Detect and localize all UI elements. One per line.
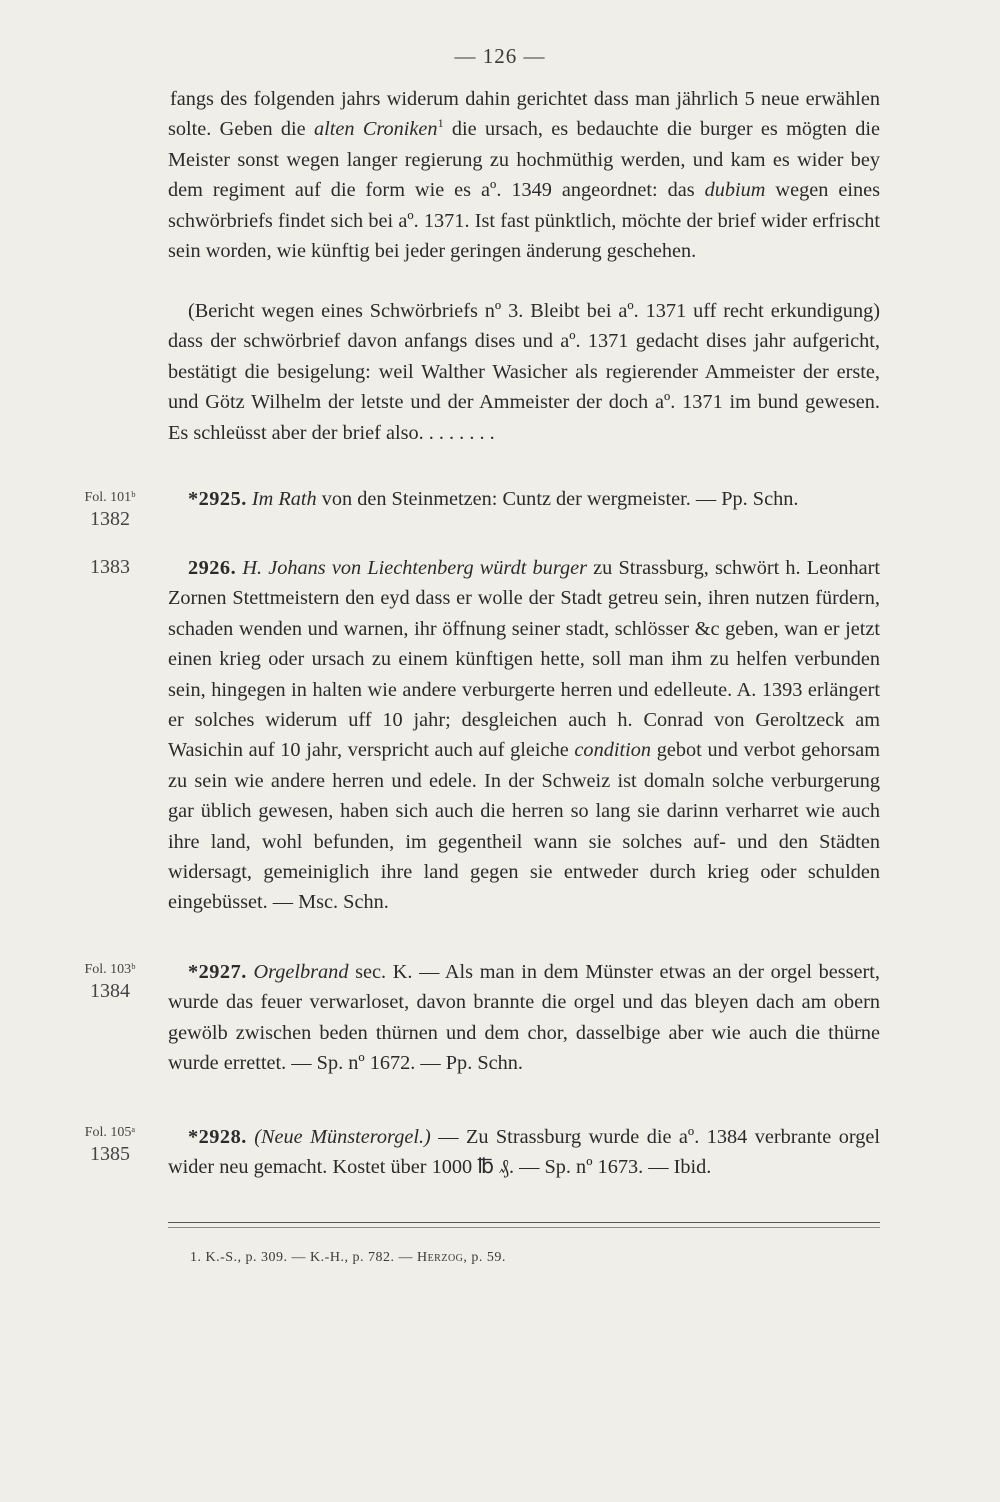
footnote-text-c: , p. 59. — [463, 1250, 506, 1265]
margin-year: 1385 — [90, 1143, 130, 1165]
margin-folio: Fol. 103ᵇ — [84, 962, 136, 977]
entry-2927 — [168, 957, 880, 1079]
entry-title: (Neue Münsterorgel.) — [254, 1126, 431, 1148]
paragraph-2 — [168, 296, 880, 448]
entry-2928 — [168, 1122, 880, 1183]
entry-text-a: zu Strassburg, schwört h. Leonhart Zornen Stettmeistern den eyd dass er wolle der Stadt getreu sein, ihren nutzen fürdern, schaden wenden und warnen, ihr öffnung seiner stadt, schlösser &c geben, wan er jetzt einen krieg oder ursach zu einem künftigen hette, soll man ihm zu helfen verbunden sein, hingegen in halten wie andere verburgerte herren und edelleute. A. 1393 erlängert er solches widerum uff 10 jahr; desgleichen auch h. Conrad von Geroltzeck am Wasichin auf 10 jahr, verspricht auch auf gleiche — [168, 557, 881, 762]
entry-text: — Zu Strassburg wurde die aº. 1384 verbrante orgel wider neu gemacht. Kostet über 1000 ℔ ₰. — Sp. nº 1673. — Ibid. — [168, 1126, 880, 1179]
entry-text-b: gebot und verbot gehorsam zu sein wie andere herren und edele. In der Schweiz ist domaln solche verburgerung gar üblich gewesen, haben sich auch die herren so lang sie darinn verharret wie auch ihre land, wohl befunden, im gegentheil wann sie solches auf- und den Städten widersagt, gemeiniglich ihre land gegen sie entweder durch krieg oder schulden eingebüsset. — Msc. Schn. — [168, 739, 880, 914]
margin-folio: Fol. 105ᵃ — [84, 1125, 136, 1140]
entry-number: *2928. — [188, 1126, 247, 1148]
entry-title: Im Rath — [251, 488, 317, 510]
footnote-rule-thin — [168, 1227, 880, 1228]
margin-note-2925 — [60, 490, 160, 531]
footnote-text-a: 1. K.-S., p. 309. — K.-H., p. 782. — — [190, 1250, 417, 1265]
entry-2926 — [168, 553, 880, 918]
entry-title: H. Johans von Liechtenberg würdt burger — [242, 557, 587, 579]
entry-emph-condition: condition — [574, 739, 652, 762]
footnote-author: Herzog — [416, 1250, 464, 1265]
para2-text: (Bericht wegen eines Schwörbriefs nº 3. Bleibt bei aº. 1371 uff recht erkundigung) dass der schwörbrief davon anfangs dises und aº. 1371 gedacht dises jahr aufgericht, bestätigt die besigelung: weil Walther Wasicher als regierender Ammeister der erste, und Götz Wilhelm der letste und der Ammeister der doch aº. 1371 im bund gewesen. Es schleüsst aber der brief also. . . . . . . . — [168, 300, 880, 444]
footnote — [190, 1250, 506, 1266]
entry-number: 2926. — [188, 557, 237, 579]
margin-folio: Fol. 101ᵇ — [84, 490, 136, 505]
entry-2925 — [168, 484, 880, 514]
entry-text: von den Steinmetzen: Cuntz der wergmeister. — Pp. Schn. — [316, 488, 799, 510]
footnote-rule — [168, 1222, 880, 1223]
para1-emph-alten-croniken: alten Croniken — [313, 118, 438, 141]
margin-note-2928 — [60, 1125, 160, 1166]
para1-text-e: wegen eines schwörbriefs findet sich bei aº. 1371. Ist fast pünktlich, möchte der brief wider erfrischt sein worden, wie künftig bei jeder geringen änderung geschehen. — [168, 179, 880, 263]
footnote-ref-1: 1 — [437, 116, 444, 131]
page-number: — 126 — — [454, 44, 546, 68]
margin-year: 1383 — [90, 556, 130, 578]
entry-number: *2925. — [188, 488, 247, 510]
margin-note-2927 — [60, 962, 160, 1003]
para1-text-a: fangs des folgenden jahrs widerum dahin gerichtet dass man jährlich 5 neue erwählen solte. Geben die — [168, 88, 880, 141]
margin-year: 1384 — [90, 980, 130, 1002]
entry-title: Orgelbrand — [253, 961, 349, 983]
margin-year: 1382 — [90, 508, 130, 530]
paragraph-1 — [168, 84, 880, 266]
entry-text: sec. K. — Als man in dem Münster etwas an der orgel bessert, wurde das feuer verwarloset, davon brannte die orgel und das bleyen dach am obern gewölb zwischen beden thürnen und dem chor, dasselbige aber wie auch die thürne wurde errettet. — Sp. nº 1672. — Pp. Schn. — [168, 961, 880, 1075]
para1-text-c: die ursach, es bedauchte die burger es mögten die Meister sonst wegen langer regierung zu hochmüthig werden, und kam es wider bey dem regiment auf die form wie es aº. 1349 angeordnet: das — [168, 118, 881, 202]
para1-emph-dubium: dubium — [704, 179, 766, 202]
margin-note-2926 — [60, 554, 160, 579]
entry-number: *2927. — [188, 961, 247, 983]
